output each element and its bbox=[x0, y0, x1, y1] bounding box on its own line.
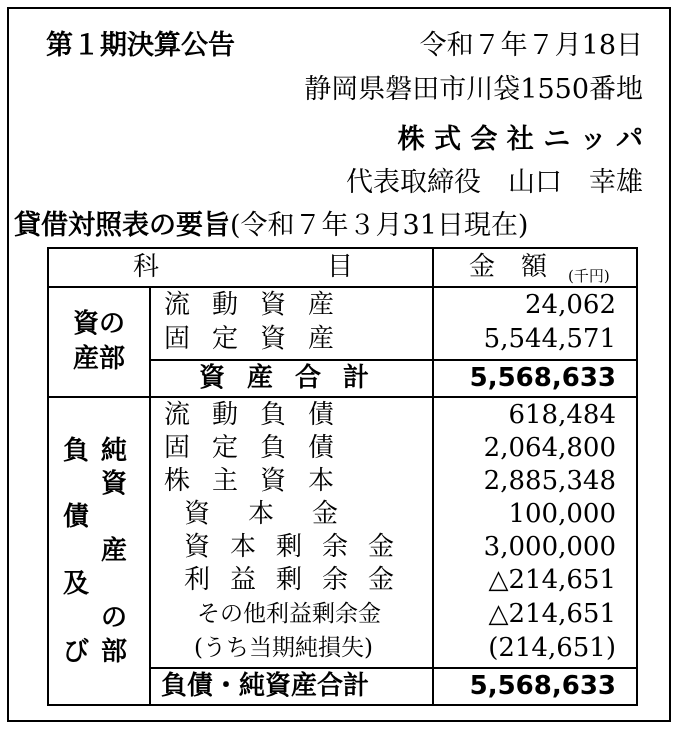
section-title: 貸借対照表の要旨 bbox=[14, 210, 230, 241]
notice-title: 第１期決算公告 bbox=[46, 30, 235, 61]
liab-row-value: 618,484 bbox=[508, 400, 616, 430]
assets-total-value: 5,568,633 bbox=[469, 363, 616, 393]
liab-label-char: 負 bbox=[63, 436, 90, 466]
assets-total-label: 資産合計 bbox=[199, 363, 392, 393]
liab-row-label: 株主資本 bbox=[164, 466, 357, 496]
liab-row-label: (うち当期純損失) bbox=[194, 635, 373, 661]
representative: 代表取締役 山口 幸雄 bbox=[346, 167, 643, 198]
liab-row-value: 100,000 bbox=[508, 499, 616, 529]
notice-date: 令和７年７月18日 bbox=[419, 30, 643, 61]
section-heading bbox=[14, 210, 528, 242]
liab-total-label: 負債・純資産合計 bbox=[161, 671, 370, 701]
asset-row-value: 5,544,571 bbox=[483, 324, 616, 354]
liab-total-value: 5,568,633 bbox=[469, 671, 616, 701]
balance-sheet-table bbox=[47, 247, 638, 706]
liab-row-label: 資 本 金 bbox=[184, 499, 345, 529]
liab-row-value: △214,651 bbox=[488, 565, 616, 595]
header-item-left: 科 bbox=[133, 252, 160, 282]
liab-row-value: (214,651) bbox=[488, 633, 616, 663]
liab-label-char: 部 bbox=[101, 637, 128, 667]
asset-row-value: 24,062 bbox=[525, 290, 616, 320]
header-amount: 金 額 bbox=[469, 252, 548, 282]
liab-row-value: 2,885,348 bbox=[483, 466, 616, 496]
liab-row-label: 資本剰余金 bbox=[184, 532, 415, 562]
liab-row-label: 流動負債 bbox=[164, 400, 357, 430]
section-period: (令和７年３月31日現在) bbox=[230, 210, 529, 241]
assets-label-line2: 産部 bbox=[73, 344, 126, 374]
assets-label-line1: 資の bbox=[73, 309, 126, 339]
liab-row-value: △214,651 bbox=[488, 599, 616, 629]
liab-label-char: 債 bbox=[63, 502, 90, 532]
liab-row-label: 利益剰余金 bbox=[184, 565, 415, 595]
liab-row-label: その他利益剰余金 bbox=[197, 601, 381, 627]
liab-label-char: の bbox=[101, 603, 128, 633]
liab-label-char: 産 bbox=[101, 536, 128, 566]
liab-label-char: 資 bbox=[101, 469, 128, 499]
liab-label-char: 及 bbox=[63, 569, 90, 599]
liab-label-char: び bbox=[63, 637, 90, 667]
header-item-right: 目 bbox=[327, 252, 354, 282]
asset-row-label: 固定資産 bbox=[164, 324, 357, 354]
company-name: 株 式 会 社 ニ ッ パ bbox=[397, 124, 643, 155]
company-address: 静岡県磐田市川袋1550番地 bbox=[304, 74, 643, 105]
asset-row-label: 流動資産 bbox=[164, 290, 357, 320]
liab-row-value: 3,000,000 bbox=[483, 532, 616, 562]
liab-label-char: 純 bbox=[101, 436, 128, 466]
header-unit: (千円) bbox=[568, 267, 610, 285]
liab-row-label: 固定負債 bbox=[164, 433, 357, 463]
liab-row-value: 2,064,800 bbox=[483, 433, 616, 463]
